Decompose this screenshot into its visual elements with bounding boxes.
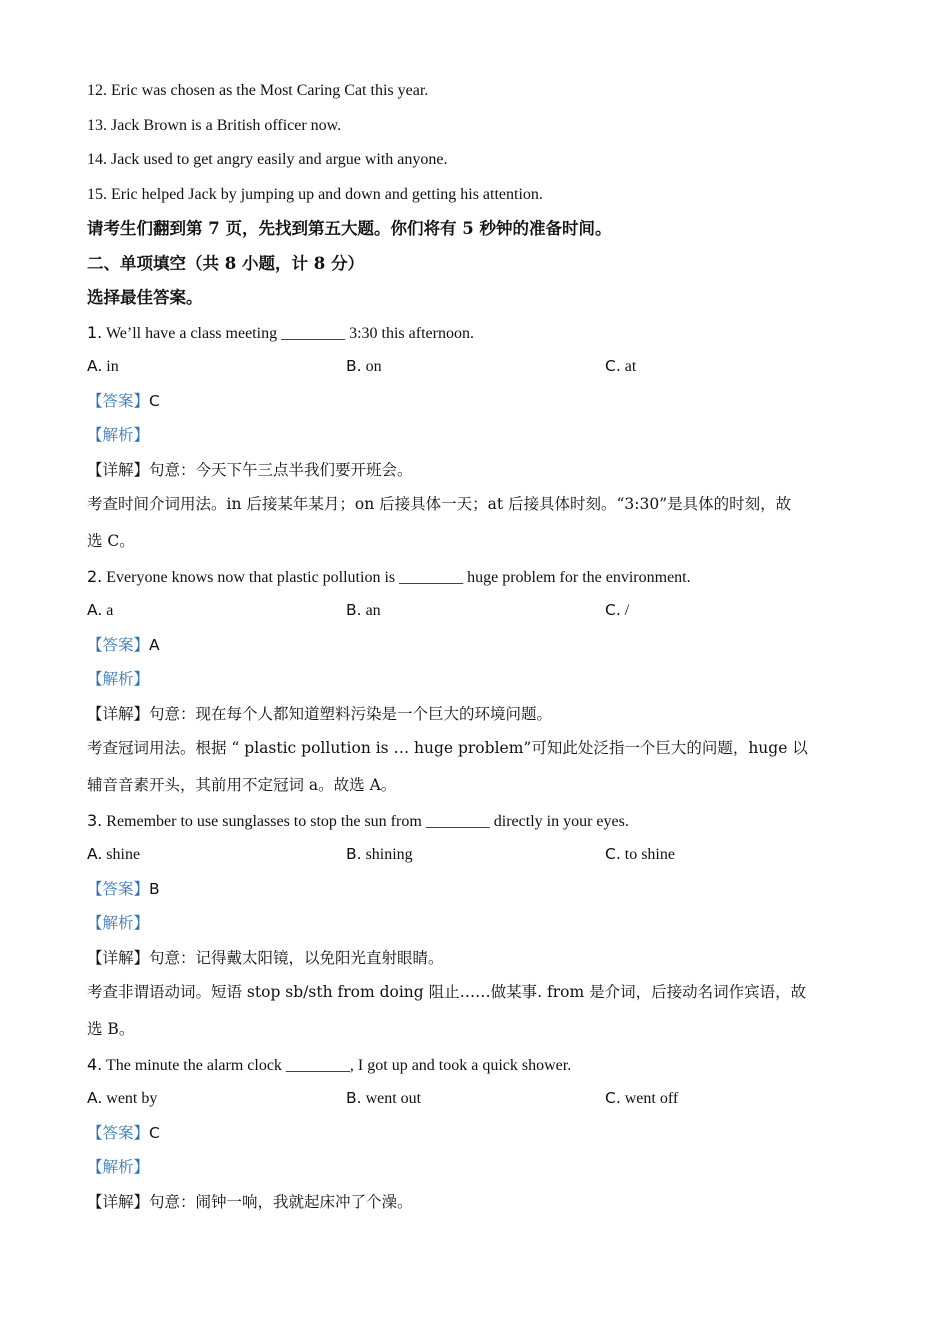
explanation-line: 辅音音素开头，其前用不定冠词 a。故选 A。 (87, 776, 397, 794)
option-a: A. a (87, 601, 114, 619)
answer-line (87, 1120, 867, 1155)
answer-line (87, 388, 867, 423)
option-a: A. shine (87, 845, 141, 863)
question-number: 1. (87, 322, 103, 342)
answer-label: 【答案】 (87, 391, 150, 410)
detail-text: 句意：今天下午三点半我们要开班会。 (149, 460, 413, 479)
detail-label: 【详解】 (87, 704, 150, 723)
explanation-line: 选 B。 (87, 1020, 135, 1038)
detail-label: 【详解】 (87, 460, 150, 479)
analysis-label: 【解析】 (87, 670, 150, 688)
answer-value: A (149, 635, 160, 654)
analysis-label: 【解析】 (87, 914, 150, 932)
detail-line (87, 1189, 867, 1224)
answer-line (87, 876, 867, 911)
prev-item: 12. Eric was chosen as the Most Caring Cat this year. (87, 82, 429, 99)
answer-value: B (149, 879, 160, 898)
question-4-stem (87, 1051, 867, 1086)
detail-text: 句意：记得戴太阳镜，以免阳光直射眼睛。 (149, 948, 444, 967)
option-c: C. at (605, 357, 637, 375)
question-2-options (87, 597, 867, 632)
analysis-line (87, 910, 867, 945)
detail-line (87, 457, 867, 492)
section-title: 二、单项填空（共 8 小题，计 8 分） (87, 253, 364, 273)
option-c: C. to shine (605, 845, 675, 863)
question-1-options (87, 353, 867, 388)
explanation-line: 考查时间介词用法。in 后接某年某月；on 后接具体一天；at 后接具体时刻。“3:30”是具体的时刻，故 (87, 495, 792, 513)
question-3-options (87, 841, 867, 876)
answer-label: 【答案】 (87, 635, 150, 654)
question-number: 4. (87, 1054, 103, 1074)
detail-label: 【详解】 (87, 948, 150, 967)
detail-line (87, 701, 867, 736)
question-4-options (87, 1085, 867, 1120)
section-subtitle: 选择最佳答案。 (87, 288, 203, 307)
option-a: A. in (87, 357, 119, 375)
answer-value: C (149, 1123, 160, 1142)
explanation-line: 考查非谓语动词。短语 stop sb/sth from doing 阻止……做某事. from 是介词，后接动名词作宾语，故 (87, 983, 807, 1001)
detail-text: 句意：闹钟一响，我就起床冲了个澡。 (149, 1192, 413, 1211)
option-a: A. went by (87, 1089, 158, 1107)
answer-value: C (149, 391, 160, 410)
question-text: We’ll have a class meeting ________ 3:30 this afternoon. (105, 324, 474, 342)
explanation-line: 考查冠词用法。根据 “ plastic pollution is … huge problem”可知此处泛指一个巨大的问题，huge 以 (87, 739, 808, 757)
question-text: The minute the alarm clock ________, I got up and took a quick shower. (105, 1056, 572, 1074)
prev-item: 15. Eric helped Jack by jumping up and down and getting his attention. (87, 185, 543, 203)
analysis-line (87, 422, 867, 457)
instruction: 请考生们翻到第 7 页，先找到第五大题。你们将有 5 秒钟的准备时间。 (87, 219, 612, 238)
answer-label: 【答案】 (87, 879, 150, 898)
question-text: Remember to use sunglasses to stop the sun from ________ directly in your eyes. (106, 812, 629, 830)
detail-label: 【详解】 (87, 1192, 150, 1211)
question-text: Everyone knows now that plastic pollution is ________ huge problem for the environment. (106, 568, 691, 586)
question-1-stem (87, 319, 867, 354)
answer-label: 【答案】 (87, 1123, 150, 1142)
option-b: B. on (346, 357, 382, 375)
question-number: 3. (87, 810, 103, 830)
prev-item: 14. Jack used to get angry easily and argue with anyone. (87, 151, 448, 168)
analysis-line (87, 1154, 867, 1189)
question-number: 2. (87, 566, 103, 586)
option-b: B. went out (346, 1089, 422, 1107)
option-c: C. went off (605, 1089, 679, 1107)
option-b: B. an (346, 601, 381, 619)
question-3-stem (87, 807, 867, 842)
detail-text: 句意：现在每个人都知道塑料污染是一个巨大的环境问题。 (149, 704, 553, 723)
question-2-stem (87, 563, 867, 598)
detail-line (87, 945, 867, 980)
answer-line (87, 632, 867, 667)
option-c: C. / (605, 601, 630, 619)
prev-item: 13. Jack Brown is a British officer now. (87, 116, 342, 134)
analysis-label: 【解析】 (87, 426, 150, 444)
option-b: B. shining (346, 845, 413, 863)
analysis-line (87, 666, 867, 701)
analysis-label: 【解析】 (87, 1158, 150, 1176)
document-page (87, 77, 867, 1223)
explanation-line: 选 C。 (87, 532, 135, 550)
